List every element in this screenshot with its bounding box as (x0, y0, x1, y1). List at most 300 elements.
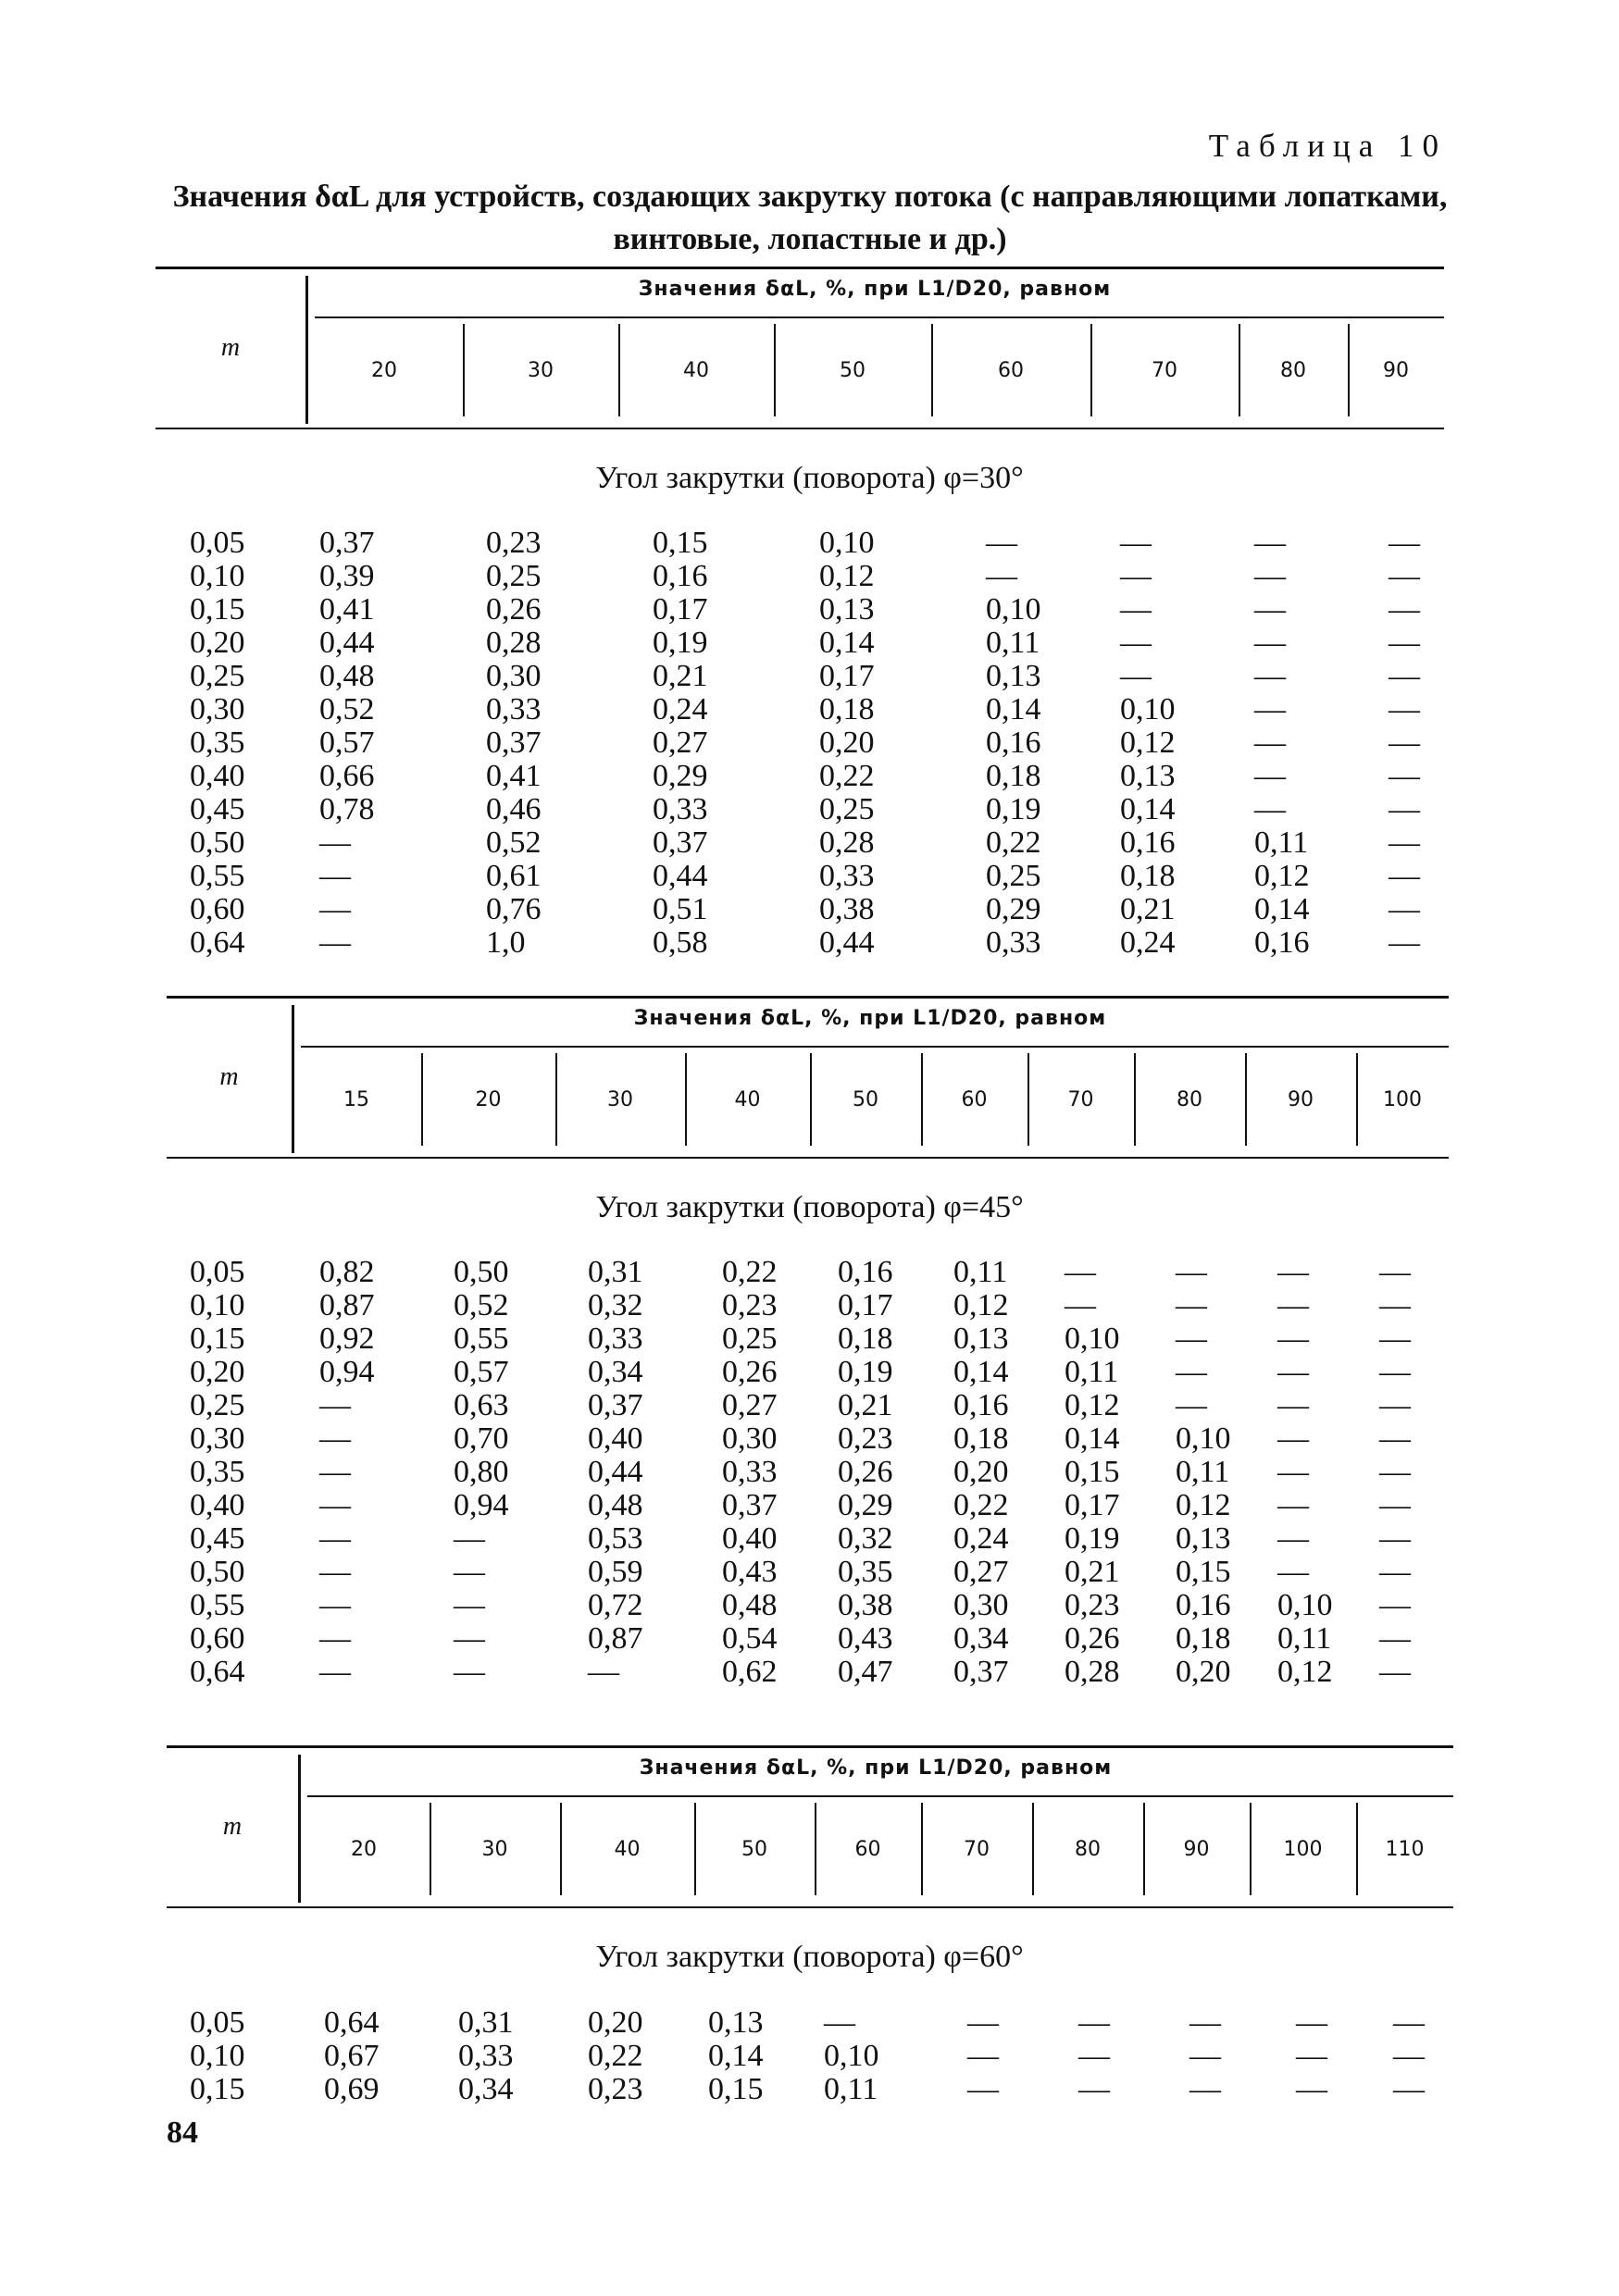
row-label-m: 0,45 (190, 1521, 245, 1556)
row-label-m: 0,64 (190, 925, 245, 960)
column-header (1032, 1803, 1143, 1895)
table-cell: 0,20 (1176, 1655, 1231, 1689)
table-cell: — (319, 1455, 351, 1489)
table-cell: 0,94 (319, 1355, 375, 1389)
table-cell: 0,57 (454, 1355, 509, 1389)
stub-header-m: m (220, 333, 241, 362)
table-cell: 0,66 (319, 759, 375, 793)
table-cell: 0,32 (588, 1288, 643, 1322)
table-cell: 0,16 (1254, 925, 1310, 960)
column-header (421, 1053, 555, 1146)
table-cell: 0,44 (819, 925, 875, 960)
row-label-m: 0,50 (190, 825, 245, 860)
spanning-header: Значения δαL, %, при L1/D20, равном (638, 278, 1112, 301)
table-cell: 0,19 (1065, 1521, 1120, 1556)
table-cell: 0,11 (1277, 1621, 1332, 1656)
header-bottom-rule (156, 428, 1444, 429)
table-cell: — (1254, 559, 1286, 593)
table-row (0, 627, 1619, 660)
table-cell: 0,62 (722, 1655, 778, 1689)
table-cell: 0,39 (319, 559, 375, 593)
section-title: Угол закрутки (поворота) φ=60° (595, 1940, 1024, 1974)
table-cell: — (824, 2005, 855, 2040)
table-cell: 0,10 (819, 526, 875, 560)
table-cell: — (319, 1588, 351, 1622)
table-cell: — (1277, 1488, 1309, 1522)
table-cell: 0,17 (838, 1288, 893, 1322)
table-cell: — (967, 2072, 999, 2106)
table-cell: 0,52 (319, 692, 375, 726)
table-cell: — (319, 1488, 351, 1522)
table-row (0, 760, 1619, 793)
table-cell: — (1379, 1521, 1411, 1556)
row-label-m: 0,30 (190, 1421, 245, 1456)
row-label-m: 0,20 (190, 626, 245, 660)
column-header (1027, 1053, 1134, 1146)
table-cell: 0,23 (722, 1288, 778, 1322)
table-cell: 0,25 (819, 792, 875, 826)
table-cell: 0,22 (588, 2039, 643, 2073)
table-cell: — (1078, 2072, 1110, 2106)
table-cell: 0,15 (708, 2072, 764, 2106)
column-divider (1090, 324, 1092, 416)
row-label-m: 0,15 (190, 2072, 245, 2106)
table-cell: 0,46 (486, 792, 542, 826)
table-cell: 0,64 (324, 2005, 380, 2040)
column-divider (1250, 1803, 1252, 1895)
row-label-m: 0,25 (190, 659, 245, 693)
table-cell: 0,16 (953, 1388, 1009, 1422)
table-cell: 0,21 (653, 659, 708, 693)
row-label-m: 0,15 (190, 592, 245, 627)
table-cell: — (454, 1521, 485, 1556)
column-header-label: 40 (614, 1837, 641, 1861)
table-cell: 0,27 (653, 726, 708, 760)
table-row (0, 726, 1619, 760)
table-cell: 0,67 (324, 2039, 380, 2073)
column-header-label: 50 (741, 1837, 767, 1861)
table-cell: — (1176, 1255, 1207, 1289)
table-cell: — (1120, 626, 1152, 660)
table-row (0, 826, 1619, 860)
column-header-label: 30 (481, 1837, 508, 1861)
table-cell: 0,10 (1065, 1322, 1120, 1356)
column-header-label: 15 (343, 1087, 369, 1111)
table-cell: 0,37 (953, 1655, 1009, 1689)
table-cell: — (1189, 2039, 1221, 2073)
table-cell: — (1277, 1255, 1309, 1289)
column-divider (1027, 1053, 1029, 1146)
column-header-label: 30 (528, 358, 554, 382)
table-cell: — (1254, 659, 1286, 693)
column-divider (555, 1053, 557, 1146)
table-cell: — (1277, 1421, 1309, 1456)
table-cell: 0,40 (722, 1521, 778, 1556)
table-row (0, 860, 1619, 893)
table-cell: — (319, 925, 351, 960)
table-cell: 0,41 (319, 592, 375, 627)
row-label-m: 0,60 (190, 1621, 245, 1656)
table-cell: — (1389, 925, 1420, 960)
table-cell: 0,18 (819, 692, 875, 726)
column-header (1245, 1053, 1356, 1146)
column-header-label: 60 (961, 1087, 988, 1111)
table-row (0, 1556, 1619, 1589)
table-row (0, 660, 1619, 693)
row-label-m: 0,05 (190, 2005, 245, 2040)
table-cell: 0,38 (819, 892, 875, 926)
column-header (1348, 324, 1444, 416)
table-cell: 0,28 (1065, 1655, 1120, 1689)
table-cell: 0,33 (819, 859, 875, 893)
table-cell: — (1389, 792, 1420, 826)
table-cell: — (454, 1621, 485, 1656)
table-cell: 0,26 (838, 1455, 893, 1489)
table-cell: 0,15 (653, 526, 708, 560)
table-cell: — (1389, 759, 1420, 793)
table-row (0, 1289, 1619, 1322)
table-cell: 0,12 (819, 559, 875, 593)
table-cell: — (319, 1388, 351, 1422)
column-header-label: 90 (1183, 1837, 1210, 1861)
table-cell: 0,13 (1120, 759, 1176, 793)
column-header-label: 50 (853, 1087, 878, 1111)
table-cell: — (1277, 1322, 1309, 1356)
table-cell: 0,38 (838, 1588, 893, 1622)
table-cell: 0,76 (486, 892, 542, 926)
table-cell: 0,20 (819, 726, 875, 760)
column-divider (921, 1803, 923, 1895)
table-cell: 0,11 (1065, 1355, 1119, 1389)
table-cell: 0,27 (953, 1555, 1009, 1589)
table-cell: — (1379, 1255, 1411, 1289)
table-cell: — (1379, 1621, 1411, 1656)
table-cell: — (1189, 2005, 1221, 2040)
table-cell: — (319, 1555, 351, 1589)
table-cell: 0,20 (588, 2005, 643, 2040)
table-cell: 0,23 (588, 2072, 643, 2106)
table-cell: 0,15 (1176, 1555, 1231, 1589)
table-row (0, 1422, 1619, 1456)
table-row (0, 1656, 1619, 1689)
table-cell: — (1389, 592, 1420, 627)
table-cell: 0,17 (653, 592, 708, 627)
table-cell: 0,11 (1254, 825, 1309, 860)
column-header (463, 324, 618, 416)
table-cell: 0,28 (486, 626, 542, 660)
table-cell: 0,72 (588, 1588, 643, 1622)
table-cell: 0,26 (486, 592, 542, 627)
table-cell: 0,48 (588, 1488, 643, 1522)
table-cell: — (1379, 1555, 1411, 1589)
table-row (0, 926, 1619, 960)
spanning-header-rule (315, 316, 1444, 318)
column-divider (1356, 1803, 1358, 1895)
column-divider (685, 1053, 687, 1146)
table-cell: — (1277, 1521, 1309, 1556)
table-cell: — (1176, 1388, 1207, 1422)
table-cell: 0,15 (1065, 1455, 1120, 1489)
table-cell: 0,50 (454, 1255, 509, 1289)
column-header-label: 80 (1177, 1087, 1202, 1111)
table-cell: 0,19 (838, 1355, 893, 1389)
table-cell: 0,52 (486, 825, 542, 860)
table-cell: 0,14 (1065, 1421, 1120, 1456)
table-cell: 0,87 (588, 1621, 643, 1656)
table-cell: — (1379, 1655, 1411, 1689)
column-header-label: 100 (1383, 1087, 1422, 1111)
table-cell: — (1078, 2005, 1110, 2040)
table-cell: 0,33 (986, 925, 1041, 960)
table-cell: — (967, 2005, 999, 2040)
table-cell: 0,33 (588, 1322, 643, 1356)
row-label-m: 0,55 (190, 1588, 245, 1622)
table-row (0, 527, 1619, 560)
table-cell: 0,32 (838, 1521, 893, 1556)
table-cell: — (1389, 659, 1420, 693)
table-cell: 0,37 (486, 726, 542, 760)
table-cell: — (967, 2039, 999, 2073)
column-header (1239, 324, 1348, 416)
table-cell: 0,14 (1254, 892, 1310, 926)
column-header (560, 1803, 694, 1895)
column-divider (430, 1803, 431, 1895)
table-cell: 0,14 (708, 2039, 764, 2073)
column-header (921, 1803, 1032, 1895)
table-cell: — (1277, 1455, 1309, 1489)
table-cell: 0,41 (486, 759, 542, 793)
spanning-header: Значения δαL, %, при L1/D20, равном (639, 1756, 1113, 1780)
header-top-rule (167, 1745, 1453, 1748)
table-cell: — (1389, 526, 1420, 560)
table-cell: 0,78 (319, 792, 375, 826)
table-cell: — (1120, 559, 1152, 593)
table-cell: 0,14 (953, 1355, 1009, 1389)
table-cell: — (1254, 726, 1286, 760)
table-cell: — (1254, 792, 1286, 826)
table-cell: 0,25 (986, 859, 1041, 893)
row-label-m: 0,55 (190, 859, 245, 893)
table-row (0, 2073, 1619, 2106)
table-caption: Значения δαL для устройств, создающих закрутку потока (с направляющими лопатками, винтовые, лопастные и др.) (172, 180, 1448, 256)
stub-header-m: m (222, 1812, 243, 1841)
table-cell: — (319, 825, 351, 860)
column-header-label: 50 (840, 358, 866, 382)
table-cell: 0,12 (1065, 1388, 1120, 1422)
table-cell: 0,25 (722, 1322, 778, 1356)
table-cell: — (1379, 1322, 1411, 1356)
table-cell: 0,17 (819, 659, 875, 693)
column-header (305, 324, 463, 416)
table-cell: 0,24 (1120, 925, 1176, 960)
table-row (0, 693, 1619, 726)
table-cell: 0,10 (986, 592, 1041, 627)
row-label-m: 0,05 (190, 1255, 245, 1289)
table-cell: 0,19 (986, 792, 1041, 826)
table-cell: 0,63 (454, 1388, 509, 1422)
column-header-label: 20 (475, 1087, 502, 1111)
table-cell: 0,70 (454, 1421, 509, 1456)
table-cell: 0,57 (319, 726, 375, 760)
column-header (1143, 1803, 1250, 1895)
table-cell: — (1393, 2039, 1425, 2073)
column-header-label: 100 (1283, 1837, 1323, 1861)
table-cell: 0,11 (953, 1255, 1008, 1289)
table-cell: — (319, 859, 351, 893)
table-cell: 0,33 (722, 1455, 778, 1489)
table-cell: — (1389, 726, 1420, 760)
table-cell: — (1254, 526, 1286, 560)
table-cell: 0,55 (454, 1322, 509, 1356)
table-row (0, 1389, 1619, 1422)
table-row (0, 1489, 1619, 1522)
table-cell: — (1296, 2072, 1327, 2106)
table-row (0, 2006, 1619, 2040)
table-cell: — (1078, 2039, 1110, 2073)
table-row (0, 1622, 1619, 1656)
table-row (0, 1356, 1619, 1389)
table-cell: 0,12 (1176, 1488, 1231, 1522)
column-divider (463, 324, 465, 416)
column-header (298, 1803, 430, 1895)
table-row (0, 1256, 1619, 1289)
page-number: 84 (167, 2116, 198, 2150)
row-label-m: 0,30 (190, 692, 245, 726)
table-row (0, 1322, 1619, 1356)
table-cell: 0,87 (319, 1288, 375, 1322)
table-cell: — (588, 1655, 619, 1689)
table-cell: — (1296, 2039, 1327, 2073)
column-header (292, 1053, 421, 1146)
column-header-label: 70 (1067, 1087, 1094, 1111)
table-cell: 0,12 (953, 1288, 1009, 1322)
table-cell: 0,58 (653, 925, 708, 960)
row-label-m: 0,40 (190, 759, 245, 793)
table-cell: — (454, 1655, 485, 1689)
column-header (815, 1803, 921, 1895)
table-cell: — (1065, 1255, 1096, 1289)
table-cell: 0,18 (986, 759, 1041, 793)
column-header (921, 1053, 1027, 1146)
column-header-label: 20 (371, 358, 397, 382)
column-divider (421, 1053, 423, 1146)
table-cell: 0,69 (324, 2072, 380, 2106)
table-cell: — (319, 892, 351, 926)
table-cell: — (1254, 692, 1286, 726)
table-cell: 0,28 (819, 825, 875, 860)
column-divider (931, 324, 933, 416)
table-cell: 0,30 (486, 659, 542, 693)
table-cell: 0,18 (953, 1421, 1009, 1456)
column-header (774, 324, 931, 416)
table-row (0, 1589, 1619, 1622)
table-cell: 0,14 (1120, 792, 1176, 826)
table-cell: 0,22 (819, 759, 875, 793)
column-header-label: 110 (1385, 1837, 1425, 1861)
section-title: Угол закрутки (поворота) φ=45° (595, 1190, 1024, 1224)
table-cell: 0,33 (458, 2039, 514, 2073)
table-row (0, 2040, 1619, 2073)
column-header-label: 60 (998, 358, 1024, 382)
table-cell: — (1277, 1388, 1309, 1422)
table-cell: 0,37 (653, 825, 708, 860)
table-cell: 0,44 (319, 626, 375, 660)
column-header-label: 40 (683, 358, 709, 382)
table-cell: — (1254, 592, 1286, 627)
table-cell: — (1176, 1355, 1207, 1389)
table-cell: 0,22 (722, 1255, 778, 1289)
column-header (685, 1053, 810, 1146)
column-divider (560, 1803, 562, 1895)
table-cell: 0,29 (838, 1488, 893, 1522)
table-cell: 0,34 (458, 2072, 514, 2106)
column-divider (815, 1803, 816, 1895)
column-header-label: 90 (1288, 1087, 1314, 1111)
table-cell: 0,18 (1176, 1621, 1231, 1656)
table-cell: 0,18 (1120, 859, 1176, 893)
table-cell: 0,21 (1120, 892, 1176, 926)
table-cell: 0,13 (1176, 1521, 1231, 1556)
table-cell: 0,22 (986, 825, 1041, 860)
table-cell: — (1065, 1288, 1096, 1322)
row-label-m: 0,60 (190, 892, 245, 926)
table-cell: 0,25 (486, 559, 542, 593)
table-header (167, 996, 1449, 1159)
row-label-m: 0,64 (190, 1655, 245, 1689)
column-header (1134, 1053, 1245, 1146)
table-cell: — (1254, 626, 1286, 660)
table-cell: 0,37 (722, 1488, 778, 1522)
table-cell: — (319, 1521, 351, 1556)
table-cell: 0,82 (319, 1255, 375, 1289)
table-cell: — (1379, 1455, 1411, 1489)
table-cell: 0,19 (653, 626, 708, 660)
table-cell: 0,43 (722, 1555, 778, 1589)
table-cell: 0,33 (653, 792, 708, 826)
table-cell: 0,52 (454, 1288, 509, 1322)
column-header-label: 70 (1152, 358, 1177, 382)
table-cell: — (1277, 1355, 1309, 1389)
table-cell: 0,16 (1120, 825, 1176, 860)
row-label-m: 0,40 (190, 1488, 245, 1522)
row-label-m: 0,05 (190, 526, 245, 560)
table-cell: 0,92 (319, 1322, 375, 1356)
table-cell: 0,44 (653, 859, 708, 893)
table-cell: — (1277, 1555, 1309, 1589)
table-cell: — (1277, 1288, 1309, 1322)
column-header-label: 40 (734, 1087, 761, 1111)
column-header-label: 20 (351, 1837, 377, 1861)
table-cell: 0,26 (1065, 1621, 1120, 1656)
table-cell: 0,34 (588, 1355, 643, 1389)
table-row (0, 560, 1619, 593)
table-row (0, 893, 1619, 926)
column-header-label: 80 (1075, 1837, 1101, 1861)
table-cell: 1,0 (486, 925, 526, 960)
table-cell: 0,10 (1277, 1588, 1333, 1622)
table-cell: 0,48 (722, 1588, 778, 1622)
table-cell: 0,80 (454, 1455, 509, 1489)
table-cell: 0,33 (486, 692, 542, 726)
table-cell: 0,11 (824, 2072, 878, 2106)
row-label-m: 0,10 (190, 1288, 245, 1322)
table-cell: 0,29 (653, 759, 708, 793)
table-cell: — (454, 1555, 485, 1589)
table-cell: — (1389, 892, 1420, 926)
table-cell: — (1189, 2072, 1221, 2106)
header-bottom-rule (167, 1906, 1453, 1908)
table-cell: 0,51 (653, 892, 708, 926)
